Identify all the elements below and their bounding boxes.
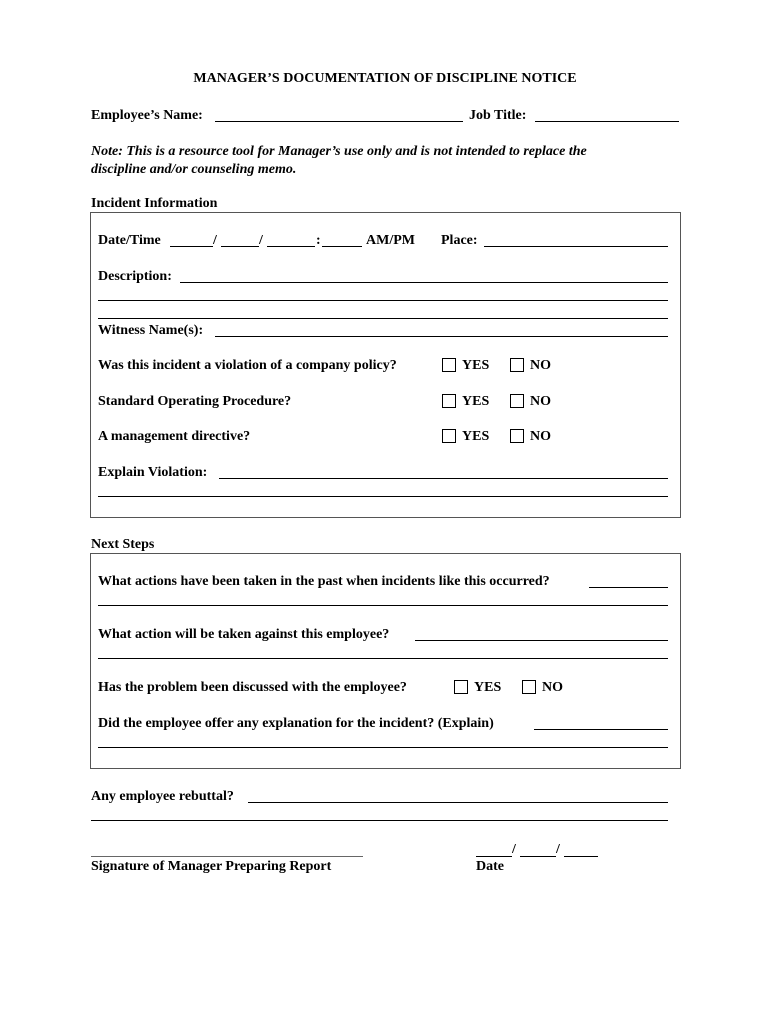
time-field[interactable] — [322, 246, 362, 247]
directive-no-checkbox[interactable] — [510, 429, 524, 443]
manager-signature-line[interactable] — [91, 856, 363, 857]
witness-field[interactable] — [215, 336, 668, 337]
explanation-label: Did the employee offer any explanation for the incident? (Explain) — [98, 716, 494, 731]
description-field-1[interactable] — [180, 282, 668, 283]
past-actions-field-2[interactable] — [98, 605, 668, 606]
date-year-field[interactable] — [267, 246, 315, 247]
date-slash-b: / — [556, 842, 560, 857]
page-title: MANAGER’S DOCUMENTATION OF DISCIPLINE NOTICE — [193, 71, 577, 86]
discussed-no-label: NO — [542, 680, 563, 695]
action-label: What action will be taken against this employee? — [98, 627, 390, 642]
note-line-2: discipline and/or counseling memo. — [91, 162, 297, 177]
policy-yes-label: YES — [462, 358, 490, 373]
date-slash-2: / — [259, 233, 263, 248]
policy-yes-checkbox[interactable] — [442, 358, 456, 372]
date-slash-1: / — [213, 233, 217, 248]
ampm-label: AM/PM — [366, 233, 415, 248]
past-actions-label: What actions have been taken in the past when incidents like this occurred? — [98, 574, 550, 589]
explain-violation-field-2[interactable] — [98, 496, 668, 497]
directive-yes-label: YES — [462, 429, 490, 444]
job-title-label: Job Title: — [469, 108, 527, 123]
discussed-label: Has the problem been discussed with the employee? — [98, 680, 407, 695]
employee-name-label: Employee’s Name: — [91, 108, 203, 123]
employee-name-field[interactable] — [215, 121, 463, 122]
directive-yes-checkbox[interactable] — [442, 429, 456, 443]
date-label: Date — [476, 859, 504, 874]
explain-violation-field-1[interactable] — [219, 478, 668, 479]
discussed-no-checkbox[interactable] — [522, 680, 536, 694]
date-month-line[interactable] — [476, 856, 512, 857]
date-day-field[interactable] — [221, 246, 259, 247]
datetime-label: Date/Time — [98, 233, 161, 248]
job-title-field[interactable] — [535, 121, 679, 122]
policy-no-checkbox[interactable] — [510, 358, 524, 372]
past-actions-field-1[interactable] — [589, 587, 668, 588]
sop-no-label: NO — [530, 394, 551, 409]
description-label: Description: — [98, 269, 172, 284]
date-year-line[interactable] — [564, 856, 598, 857]
incident-section-label: Incident Information — [91, 196, 218, 211]
question-sop-label: Standard Operating Procedure? — [98, 394, 292, 409]
witness-label: Witness Name(s): — [98, 323, 204, 338]
discussed-yes-label: YES — [474, 680, 502, 695]
rebuttal-field-1[interactable] — [248, 802, 668, 803]
discussed-yes-checkbox[interactable] — [454, 680, 468, 694]
date-slash-a: / — [512, 842, 516, 857]
date-day-line[interactable] — [520, 856, 556, 857]
question-directive-label: A management directive? — [98, 429, 251, 444]
note-line-1: Note: This is a resource tool for Manager’s use only and is not intended to replace the — [91, 144, 587, 159]
place-field[interactable] — [484, 246, 668, 247]
date-month-field[interactable] — [170, 246, 213, 247]
explanation-field-1[interactable] — [534, 729, 668, 730]
action-field-2[interactable] — [98, 658, 668, 659]
description-field-3[interactable] — [98, 318, 668, 319]
rebuttal-label: Any employee rebuttal? — [91, 789, 234, 804]
place-label: Place: — [441, 233, 478, 248]
rebuttal-field-2[interactable] — [91, 820, 668, 821]
question-policy-label: Was this incident a violation of a company policy? — [98, 358, 397, 373]
description-field-2[interactable] — [98, 300, 668, 301]
explanation-field-2[interactable] — [98, 747, 668, 748]
time-colon: : — [316, 233, 321, 248]
manager-signature-label: Signature of Manager Preparing Report — [91, 859, 332, 874]
sop-no-checkbox[interactable] — [510, 394, 524, 408]
directive-no-label: NO — [530, 429, 551, 444]
sop-yes-checkbox[interactable] — [442, 394, 456, 408]
explain-violation-label: Explain Violation: — [98, 465, 208, 480]
action-field-1[interactable] — [415, 640, 668, 641]
next-steps-section-label: Next Steps — [91, 537, 155, 552]
sop-yes-label: YES — [462, 394, 490, 409]
policy-no-label: NO — [530, 358, 551, 373]
